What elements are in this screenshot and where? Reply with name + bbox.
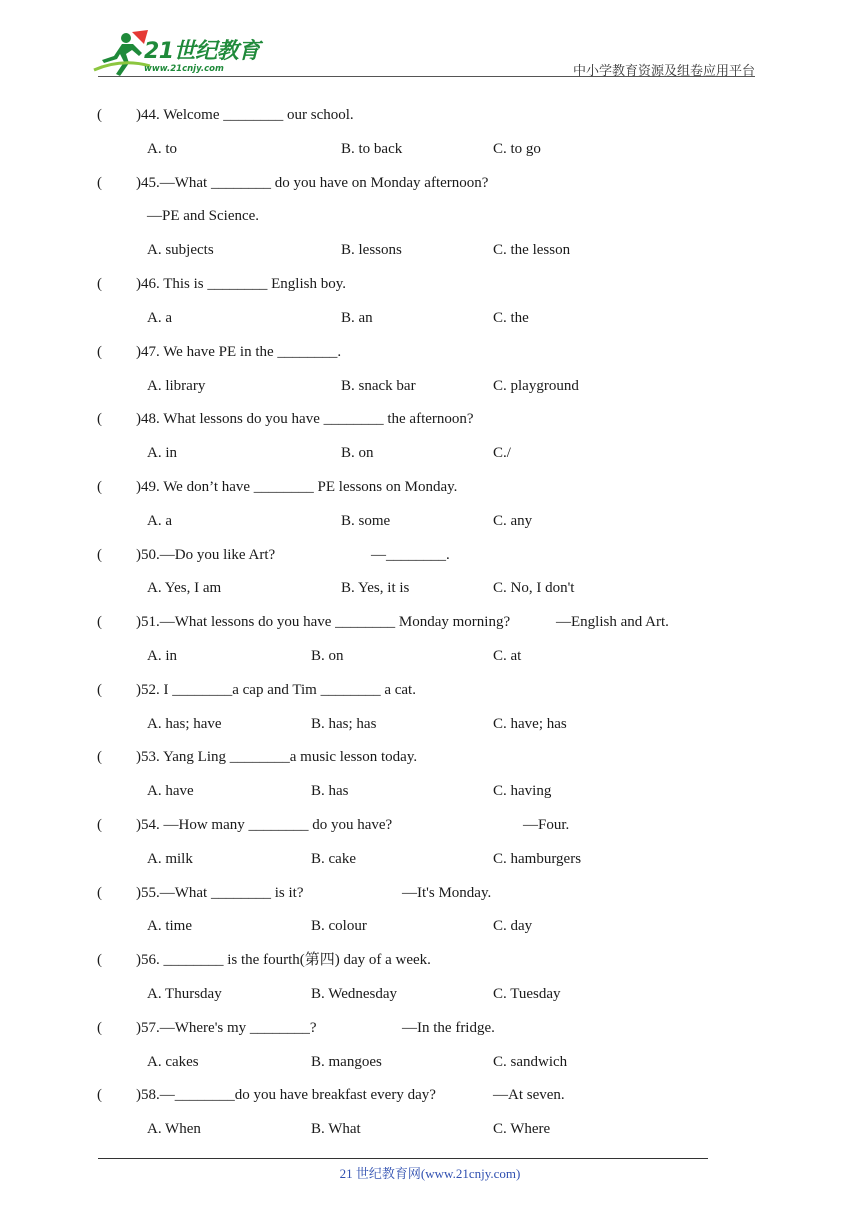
options-row	[0, 307, 860, 329]
question-row	[0, 1084, 860, 1106]
option-a: A. Thursday	[147, 986, 222, 1002]
question-text: )51.—What lessons do you have ________ Monday morning?	[136, 614, 511, 630]
option-a: A. has; have	[147, 716, 222, 732]
answer-bracket: (	[97, 479, 102, 495]
question-text: )58.—________do you have breakfast every day?	[136, 1087, 436, 1103]
option-a: A. subjects	[147, 242, 214, 258]
question-response: —It's Monday.	[402, 885, 492, 901]
question-text: )49. We don’t have ________ PE lessons on Monday.	[136, 479, 458, 495]
options-row	[0, 915, 860, 937]
option-b: B. lessons	[341, 242, 402, 258]
question-response: —In the fridge.	[402, 1020, 495, 1036]
question-row	[0, 746, 860, 768]
option-c: C. have; has	[493, 716, 567, 732]
question-row	[0, 544, 860, 566]
answer-bracket: (	[97, 749, 102, 765]
question-text: )46. This is ________ English boy.	[136, 276, 347, 292]
answer-bracket: (	[97, 276, 102, 292]
option-a: A. library	[147, 378, 206, 394]
question-text: )57.—Where's my ________?	[136, 1020, 317, 1036]
option-c: C. sandwich	[493, 1054, 568, 1070]
answer-bracket: (	[97, 547, 102, 563]
options-row	[0, 780, 860, 802]
answer-bracket: (	[97, 1087, 102, 1103]
header-platform-text: 中小学教育资源及组卷应用平台	[572, 64, 755, 79]
answer-bracket: (	[97, 1020, 102, 1036]
footer-divider	[98, 1158, 708, 1159]
option-b: B. Yes, it is	[341, 580, 410, 596]
answer-bracket: (	[97, 682, 102, 698]
question-text: )44. Welcome ________ our school.	[136, 107, 354, 123]
question-row	[0, 611, 860, 633]
question-row	[0, 341, 860, 363]
option-a: A. a	[147, 310, 172, 326]
option-a: A. milk	[147, 851, 193, 867]
logo-url: www.21cnjy.com	[144, 64, 224, 74]
option-a: A. Yes, I am	[147, 580, 222, 596]
options-row	[0, 848, 860, 870]
question-text: )52. I ________a cap and Tim ________ a cat.	[136, 682, 416, 698]
option-b: B. an	[341, 310, 373, 326]
question-text: )53. Yang Ling ________a music lesson today.	[136, 749, 418, 765]
answer-bracket: (	[97, 344, 102, 360]
answer-bracket: (	[97, 952, 102, 968]
option-b: B. mangoes	[311, 1054, 382, 1070]
option-c: C. having	[493, 783, 552, 799]
options-row	[0, 138, 860, 160]
options-row	[0, 442, 860, 464]
option-a: A. cakes	[147, 1054, 199, 1070]
option-a: A. to	[147, 141, 177, 157]
question-row	[0, 814, 860, 836]
question-row	[0, 949, 860, 971]
question-row	[0, 882, 860, 904]
option-b: B. cake	[311, 851, 356, 867]
question-row	[0, 679, 860, 701]
question-text: )56. ________ is the fourth(第四) day of a week.	[136, 952, 431, 968]
answer-bracket: (	[97, 614, 102, 630]
option-c: C. Where	[493, 1121, 551, 1137]
option-b: B. on	[341, 445, 374, 461]
option-c: C. the lesson	[493, 242, 571, 258]
runner-logo-icon	[92, 30, 152, 78]
option-c: C. the	[493, 310, 529, 326]
option-b: B. some	[341, 513, 391, 529]
options-row	[0, 983, 860, 1005]
question-text: )54. —How many ________ do you have?	[136, 817, 393, 833]
option-a: A. in	[147, 445, 177, 461]
site-logo	[92, 30, 262, 80]
question-response: —________.	[371, 547, 450, 563]
options-row	[0, 510, 860, 532]
option-b: B. snack bar	[341, 378, 416, 394]
option-c: C. No, I don't	[493, 580, 575, 596]
question-row	[0, 408, 860, 430]
option-b: B. has; has	[311, 716, 377, 732]
page-header	[0, 0, 860, 80]
question-response: —PE and Science.	[147, 208, 260, 224]
question-row	[0, 172, 860, 194]
option-b: B. colour	[311, 918, 367, 934]
option-c: C. any	[493, 513, 533, 529]
option-c: C. to go	[493, 141, 541, 157]
answer-bracket: (	[97, 175, 102, 191]
question-text: )47. We have PE in the ________.	[136, 344, 342, 360]
option-a: A. have	[147, 783, 194, 799]
question-row	[0, 104, 860, 126]
options-row	[0, 1118, 860, 1140]
option-c: C. hamburgers	[493, 851, 582, 867]
options-row	[0, 1051, 860, 1073]
option-b: B. on	[311, 648, 344, 664]
option-b: B. to back	[341, 141, 403, 157]
question-subline	[0, 205, 860, 227]
option-a: A. When	[147, 1121, 201, 1137]
answer-bracket: (	[97, 411, 102, 427]
question-row	[0, 273, 860, 295]
footer-link[interactable]: 21 世纪教育网(www.21cnjy.com)	[339, 1166, 521, 1181]
question-text: )55.—What ________ is it?	[136, 885, 304, 901]
question-response: —At seven.	[493, 1087, 565, 1103]
option-c: C. at	[493, 648, 522, 664]
option-c: C. playground	[493, 378, 579, 394]
options-row	[0, 577, 860, 599]
option-c: C. Tuesday	[493, 986, 561, 1002]
answer-bracket: (	[97, 817, 102, 833]
option-a: A. a	[147, 513, 172, 529]
option-a: A. in	[147, 648, 177, 664]
question-response: —Four.	[523, 817, 570, 833]
option-c: C. day	[493, 918, 533, 934]
option-b: B. has	[311, 783, 349, 799]
options-row	[0, 713, 860, 735]
option-a: A. time	[147, 918, 192, 934]
question-row	[0, 1017, 860, 1039]
question-text: )48. What lessons do you have ________ the afternoon?	[136, 411, 474, 427]
question-text: )45.—What ________ do you have on Monday afternoon?	[136, 175, 489, 191]
option-c: C./	[493, 445, 511, 461]
options-row	[0, 645, 860, 667]
option-b: B. Wednesday	[311, 986, 398, 1002]
question-response: —English and Art.	[556, 614, 669, 630]
logo-text: 21世纪教育	[144, 39, 260, 64]
question-row	[0, 476, 860, 498]
header-divider	[98, 76, 755, 77]
options-row	[0, 239, 860, 261]
answer-bracket: (	[97, 107, 102, 123]
question-text: )50.—Do you like Art?	[136, 547, 276, 563]
options-row	[0, 375, 860, 397]
option-b: B. What	[311, 1121, 361, 1137]
answer-bracket: (	[97, 885, 102, 901]
